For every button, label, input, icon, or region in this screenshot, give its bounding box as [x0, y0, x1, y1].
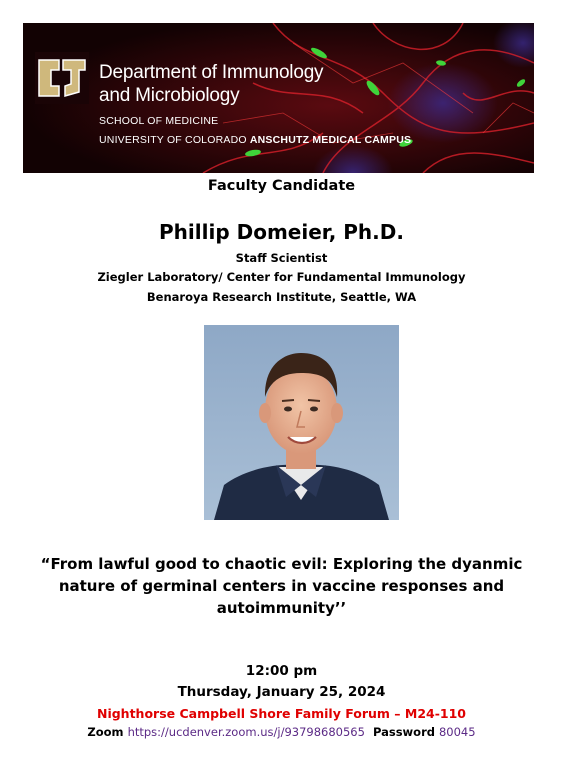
department-line-2: and Microbiology	[99, 85, 240, 106]
talk-title-line-3: autoimmunity’’	[216, 599, 347, 617]
zoom-password: 80045	[438, 725, 476, 739]
department-title	[99, 61, 323, 107]
campus-prefix: UNIVERSITY OF COLORADO	[99, 134, 247, 146]
faculty-candidate-label: Faculty Candidate	[207, 178, 356, 194]
candidate-photo	[204, 325, 399, 520]
campus-name	[99, 134, 411, 146]
school-name: SCHOOL OF MEDICINE	[99, 115, 219, 127]
department-line-1: Department of Immunology	[99, 62, 324, 83]
talk-title-line-2: nature of germinal centers in vaccine responses and	[58, 577, 505, 595]
event-location: Nighthorse Campbell Shore Family Forum – M24-110	[96, 706, 466, 721]
zoom-label: Zoom	[87, 725, 124, 739]
zoom-details	[0, 725, 563, 739]
zoom-link[interactable]: https://ucdenver.zoom.us/j/93798680565	[127, 725, 365, 739]
talk-title-line-1: “From lawful good to chaotic evil: Exploring the dyanmic	[40, 555, 523, 573]
department-banner	[23, 23, 534, 173]
event-date: Thursday, January 25, 2024	[177, 684, 386, 700]
candidate-lab: Ziegler Laboratory/ Center for Fundamental Immunology	[97, 270, 466, 284]
cu-logo-icon	[35, 52, 89, 104]
password-label: Password	[372, 725, 435, 739]
event-time: 12:00 pm	[245, 663, 318, 679]
candidate-institute: Benaroya Research Institute, Seattle, WA	[146, 290, 417, 304]
candidate-role: Staff Scientist	[235, 251, 328, 265]
campus-bold: ANSCHUTZ MEDICAL CAMPUS	[249, 134, 412, 146]
talk-title	[0, 553, 563, 619]
candidate-name: Phillip Domeier, Ph.D.	[159, 220, 404, 244]
